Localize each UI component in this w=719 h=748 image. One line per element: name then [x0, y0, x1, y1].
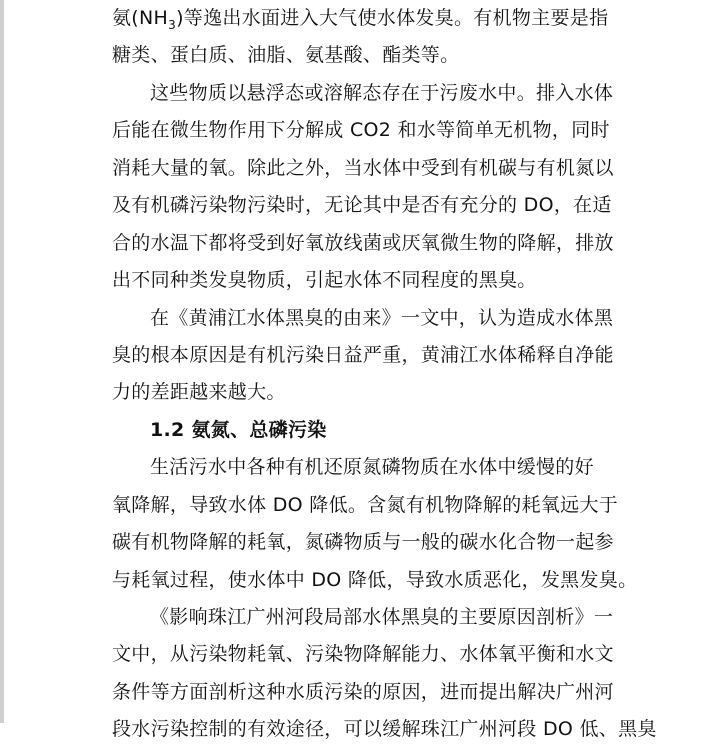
paragraph-line-2: 糖类、蛋白质、油脂、氨基酸、酯类等。 — [112, 44, 460, 66]
section-heading: 1.2 氨氮、总磷污染 — [150, 419, 327, 441]
paragraph-line-11: 力的差距越来越大。 — [112, 381, 286, 403]
paragraph-line-7: 合的水温下都将受到好氧放线菌或厌氧微生物的降解，排放 — [112, 232, 614, 254]
subscript-3: 3 — [168, 17, 177, 32]
paragraph-line-10: 臭的根本原因是有机污染日益严重，黄浦江水体稀释自净能 — [112, 344, 614, 366]
paragraph-line-4: 后能在微生物作用下分解成 CO2 和水等简单无机物，同时 — [112, 119, 610, 141]
line-1-pre: 氨(NH — [112, 7, 169, 29]
paragraph-line-18: 文中，从污染物耗氧、污染物降解能力、水体氧平衡和水文 — [112, 643, 614, 665]
paragraph-line-3: 这些物质以悬浮态或溶解态存在于污废水中。排入水体 — [150, 82, 614, 104]
paragraph-line-5: 消耗大量的氧。除此之外，当水体中受到有机碳与有机氮以 — [112, 157, 614, 179]
paragraph-line-15: 碳有机物降解的耗氧，氮磷物质与一般的碳水化合物一起参 — [112, 531, 614, 553]
paragraph-line-1 — [112, 0, 608, 37]
paragraph-line-17: 《影响珠江广州河段局部水体黑臭的主要原因剖析》一 — [150, 606, 614, 628]
paragraph-line-19: 条件等方面剖析这种水质污染的原因，进而提出解决广州河 — [112, 681, 614, 703]
paragraph-line-16: 与耗氧过程，使水体中 DO 降低，导致水质恶化，发黑发臭。 — [112, 569, 638, 591]
paragraph-line-20: 段水污染控制的有效途径，可以缓解珠江广州河段 DO 低、黑臭 — [112, 718, 657, 740]
paragraph-line-13: 生活污水中各种有机还原氮磷物质在水体中缓慢的好 — [150, 456, 594, 478]
line-1-post: )等逸出水面进入大气使水体发臭。有机物主要是指 — [176, 7, 609, 29]
paragraph-line-8: 出不同种类发臭物质，引起水体不同程度的黑臭。 — [112, 269, 537, 291]
paragraph-line-9: 在《黄浦江水体黑臭的由来》一文中，认为造成水体黑 — [150, 307, 614, 329]
paragraph-line-14: 氧降解，导致水体 DO 降低。含氮有机物降解的耗氧远大于 — [112, 494, 619, 516]
window-edge — [0, 0, 4, 723]
paragraph-line-6: 及有机磷污染物污染时，无论其中是否有充分的 DO，在适 — [112, 194, 612, 216]
